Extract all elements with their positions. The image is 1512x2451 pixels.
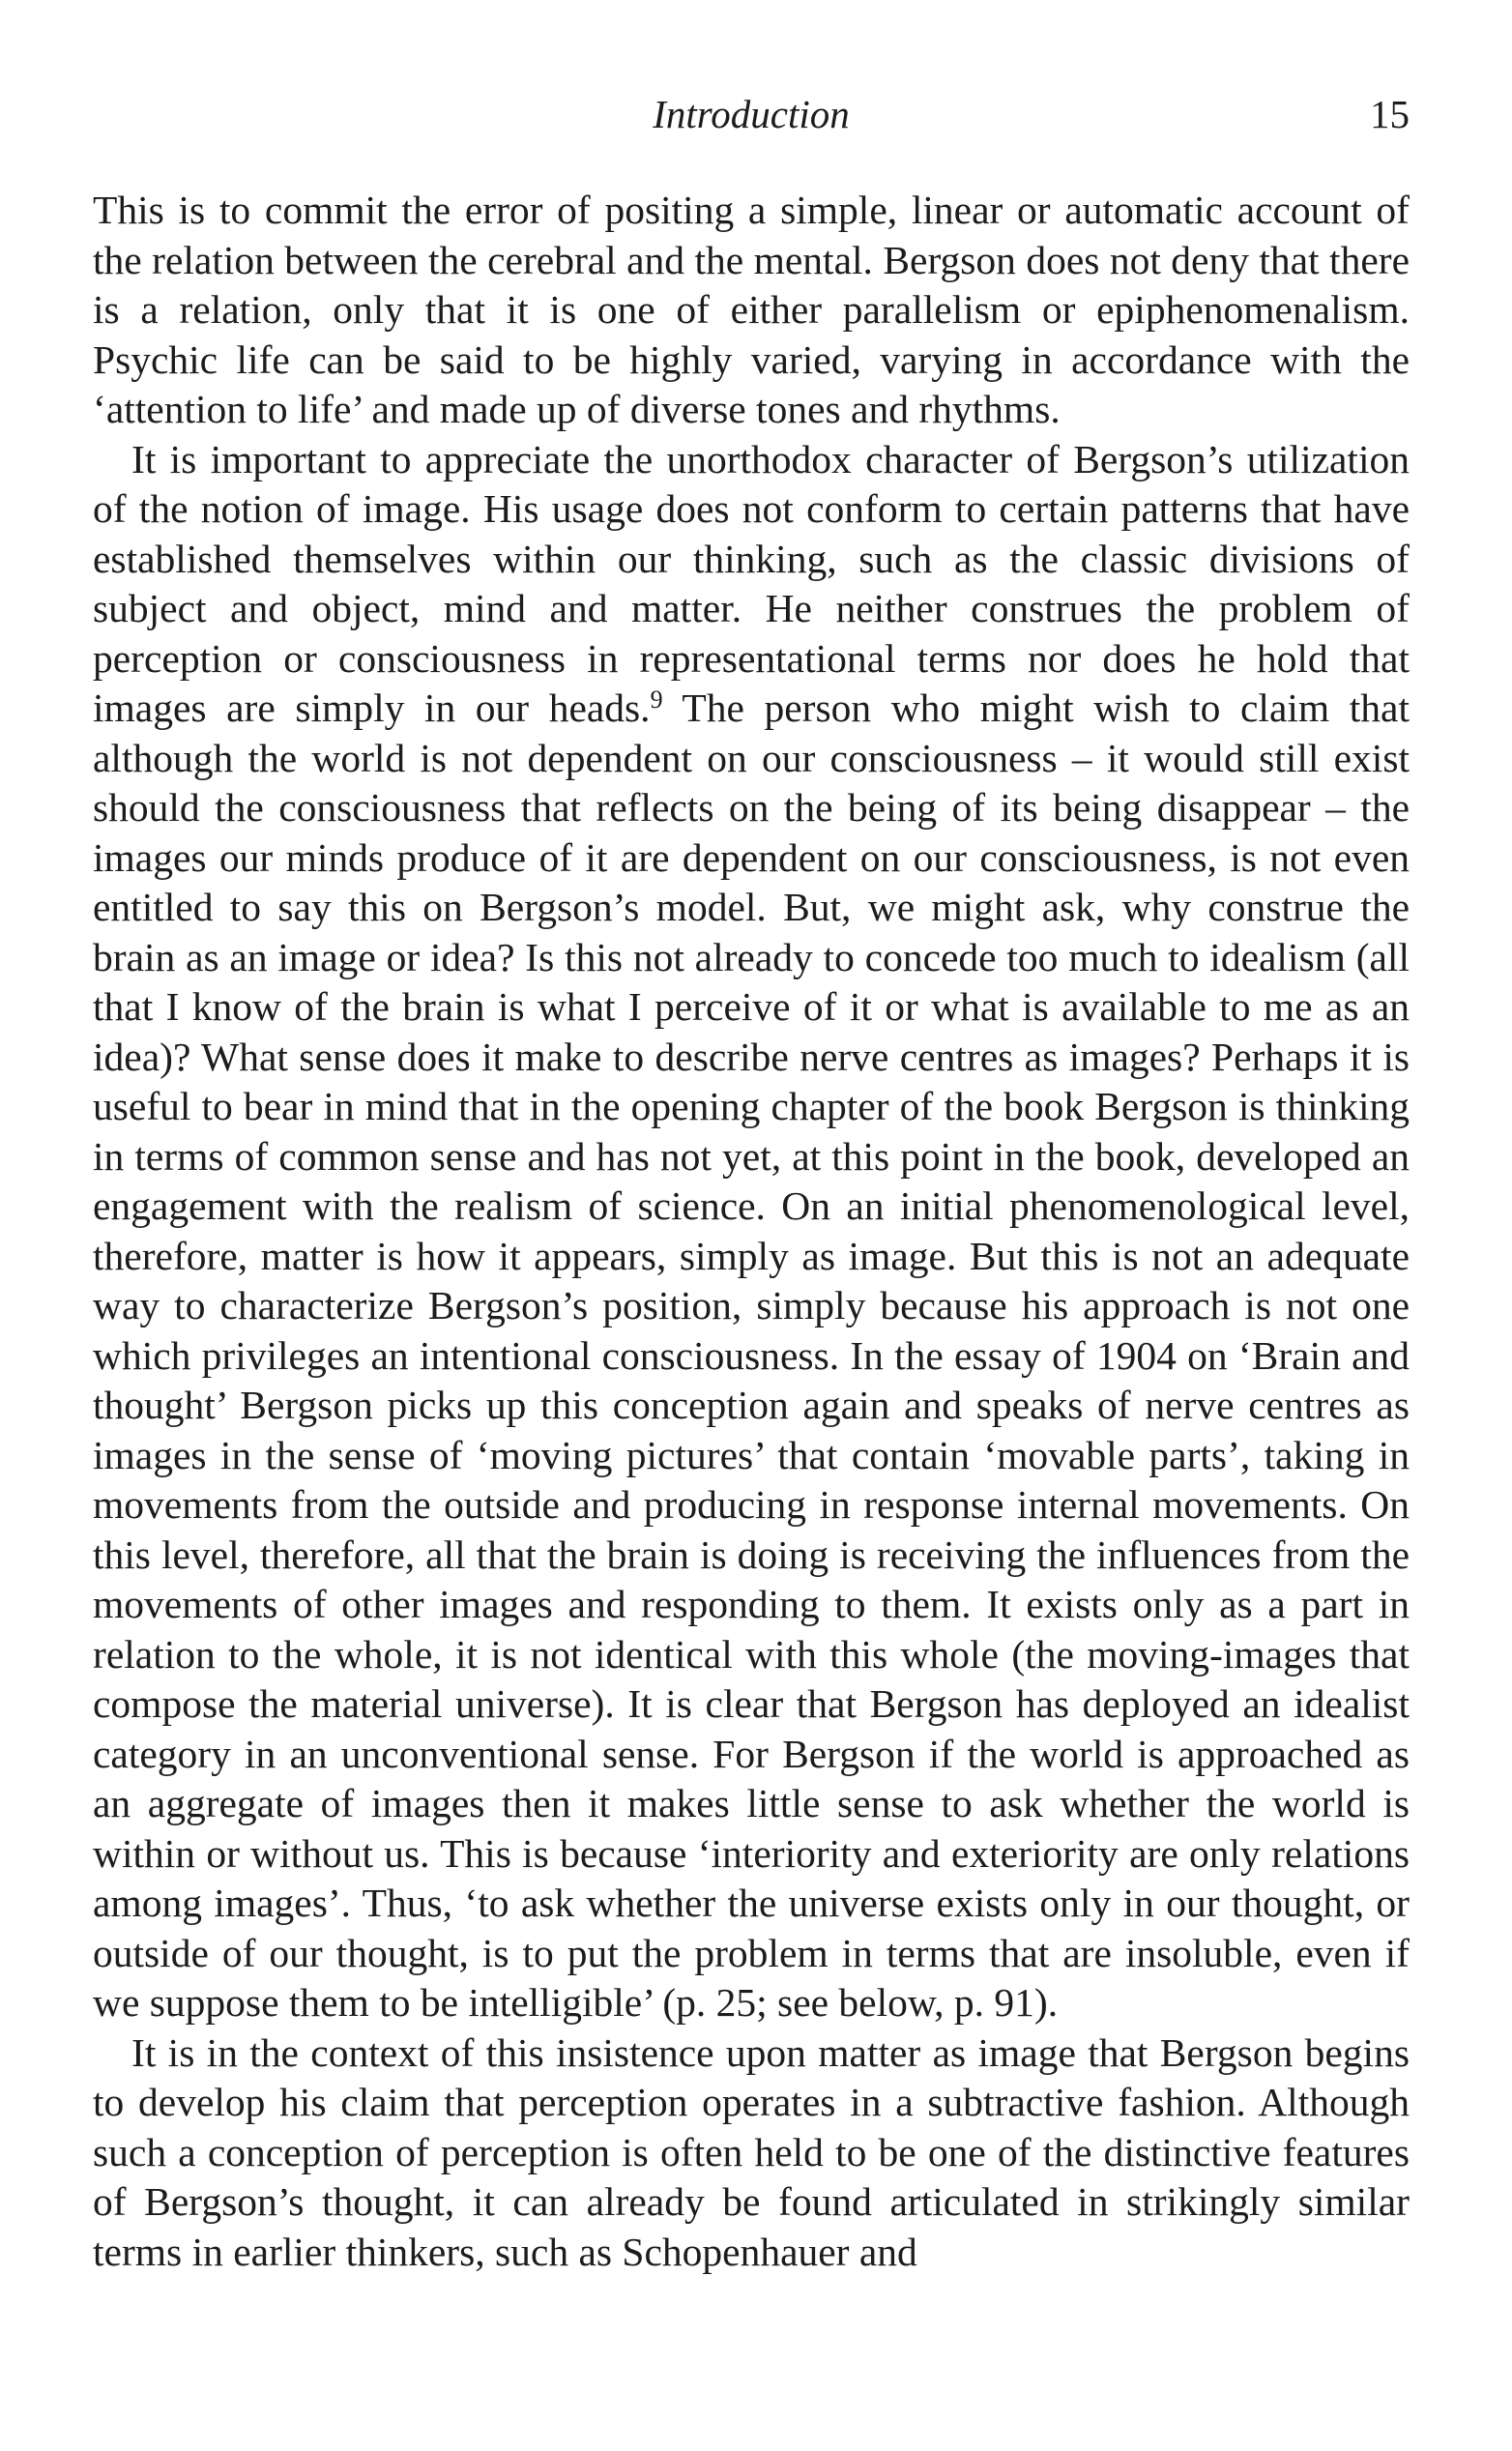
paragraph-2-text-end: The person who might wish to claim that although the world is not dependent on our consciousness – it would still exist should the consciousness that reflects on the being of its being disappear – the images our minds produce of it are dependent on our consciousness, is not even entitled to say this on Bergson’s model. But, we might ask, why construe the brain as an image or idea? Is this not already to concede too much to idealism (all that I know of the brain is what I perceive of it or what is available to me as an idea)? What sense does it make to describe nerve centres as images? Perhaps it is useful to bear in mind that in the opening chapter of the book Bergson is thinking in terms of common sense and has not yet, at this point in the book, developed an engagement with the realism of science. On an initial phenomenological level, therefore, matter is how it appears, simply as image. But this is not an adequate way to characterize Bergson’s position, simply because his approach is not one which privileges an intentional consciousness. In the essay of 1904 on ‘Brain and thought’ Bergson picks up this conception again and speaks of nerve centres as images in the sense of ‘moving pictures’ that contain ‘movable parts’, taking in movements from the outside and producing in response internal movements. On this level, therefore, all that the brain is doing is receiving the influences from the movements of other images and responding to them. It exists only as a part in relation to the whole, it is not identical with this whole (the moving-images that compose the material universe). It is clear that Bergson has deployed an idealist category in an unconventional sense. For Bergson if the world is approached as an aggregate of images then it makes little sense to ask whether the world is within or without us. This is because ‘interiority and exteriority are only relations among images’. Thus, ‘to ask whether the universe exists only in our thought, or outside of our thought, is to put the problem in terms that are insoluble, even if we suppose them to be intelligible’ (p. 25; see below, p. 91). bbox=[93, 686, 1410, 2025]
book-page bbox=[93, 85, 1410, 2277]
body-text bbox=[93, 186, 1410, 2277]
paragraph-3: It is in the context of this insistence upon matter as image that Bergson begins to develop his claim that perception operates in a subtractive fashion. Although such a conception of perception is often held to be one of the distinctive features of Bergson’s thought, it can already be found articulated in strikingly similar terms in earlier thinkers, such as Schopenhauer and bbox=[93, 2029, 1410, 2274]
running-head bbox=[93, 85, 1410, 143]
paragraph-1: This is to commit the error of positing a simple, linear or automatic account of the relation between the cerebral and the mental. Bergson does not deny that there is a relation, only that it is one of either parallelism or epiphenomenalism. Psychic life can be said to be highly varied, varying in accordance with the ‘attention to life’ and made up of diverse tones and rhythms. bbox=[93, 188, 1410, 431]
page-number: 15 bbox=[1370, 92, 1410, 136]
paragraph-2 bbox=[93, 435, 1410, 2028]
paragraph-2-text-start: It is important to appreciate the unorthodox character of Bergson’s utilization of the notion of image. His usage does not conform to certain patterns that have established themselves within our thinking, such as the classic divisions of subject and object, mind and matter. He neither construes the problem of perception or consciousness in representational terms nor does he hold that images are simply in our heads. bbox=[93, 436, 1410, 730]
running-title: Introduction bbox=[653, 92, 850, 136]
footnote-reference: 9 bbox=[650, 686, 663, 714]
